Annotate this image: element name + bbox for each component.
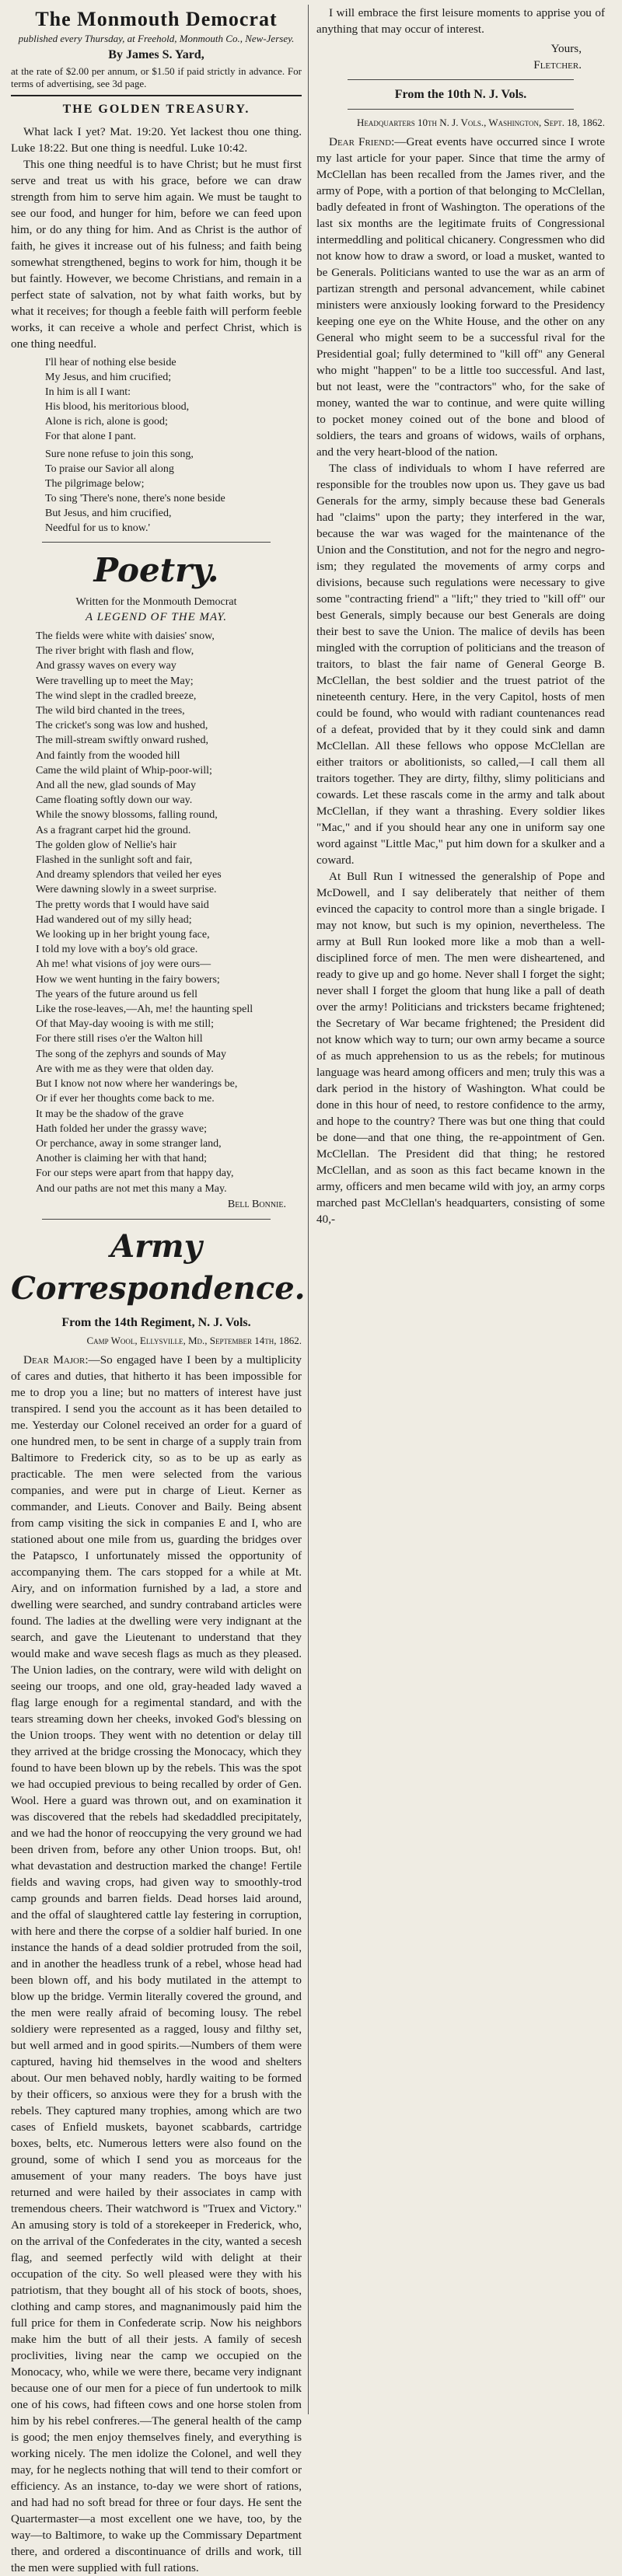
right-column	[308, 5, 610, 2414]
divider	[11, 95, 302, 96]
poem-line: And faintly from the wooded hill	[36, 749, 180, 762]
letter-salutation: Dear Major:	[23, 1353, 89, 1367]
verse-line: To praise our Savior all along	[45, 463, 174, 475]
poem-line: Or perchance, away in some stranger land,	[36, 1137, 222, 1150]
divider	[348, 109, 574, 110]
poem-line: While the snowy blossoms, falling round,	[36, 809, 218, 822]
poem-line: The fields were white with daisies' snow,	[36, 630, 215, 642]
masthead-title: The Monmouth Democrat	[35, 8, 278, 30]
poem-line: I told my love with a boy's old grace.	[36, 944, 198, 956]
poem-line: The pretty words that I would have said	[36, 899, 209, 911]
poem-line: We looking up in her bright young face,	[36, 929, 210, 941]
poem-line: The years of the future around us fell	[36, 988, 197, 1000]
letter-salutation: Dear Friend:	[329, 135, 395, 148]
poem-line: Were dawning slowly in a sweet surprise.	[36, 884, 217, 896]
poem-line: Came floating softly down our way.	[36, 794, 193, 807]
poem-line: The wind slept in the cradled breeze,	[36, 689, 197, 702]
army-correspondence-heading: Army Correspondence.	[11, 1227, 306, 1307]
article-paragraph: This one thing needful is to have Christ; but he must first serve and treat us with his grace, before we can draw strength from him to serve him again. We must be taught to see our food, and hunger for him, before we can feed upon him, or do any thing for him. And as Christ is the author of faith, he gives it increase out of his fulness; and faith being somewhat strengthened, begins to work for him, though it be but faintly. However, we become Christians, and remain in a perfect state of salvation, not by what faith works, but by what it receives; for though a feeble faith will perform feeble works, it can receive a whole and perfect Christ, which is one thing needful.	[11, 158, 302, 351]
letter-paragraph: The class of individuals to whom I have referred are responsible for the troubles now upon us. They gave us bad Generals for the army, simply because these bad Generals had "claims" upon the party; they interfered in the war, because the war was waged for the maintenance of the Union and the Constitution, and not for the negro and negro-ism; they regulated the movements of army corps and divisions, because such regulations were necessary to give some "contracting friend" a "lift;" they tried to "kill off" our best Generals, simply because our best Generals are doing their best to save the Union. The malice of devils has been mingled with the corruption of politicians and the treason of traitors, to blast the fair name of General George B. McClellan, the best soldier and the truest patriot of the nineteenth century. Here, in the very Capitol, hosts of men could be found, who would with radiant countenances read of a defeat, provided that by it they could sink and damn McClellan. All these fellows who oppose McClellan are either traitors or abolitionists, so called,—I call them all traitors together. They are dirty, filthy, slimy politicians and cowards. Let these rascals come in the army and talk about McClellan, if they want a thrashing. Every soldier likes "Mac," and if you should hear any one in uniform say one word against "Little Mac," put him down for a skulker and a coward.	[316, 462, 605, 867]
verse-line: For that alone I pant.	[45, 431, 137, 442]
verse-line: I'll hear of nothing else beside	[45, 357, 176, 368]
verse-line: Needful for us to know.'	[45, 522, 150, 534]
letter-signature: Fletcher.	[533, 58, 582, 72]
letter-body: Dear Friend:—Great events have occurred since I wrote my last article for your paper. Since that time the army of McClellan has been recalled from the James river, and the army of Pope, with a portion of that belonging to McClellan, badly defeated in front of Washington. The operations of the last six months are the legitimate fruits of Congressional intermeddling and political chicanery. Congressmen who did not know how to draw a sword, or load a musket, wanted to be Generals. Politicians wanted to use the war as an arm of partizan strength and personal advancement, while cabinet ministers were anxiously looking forward to the Presidency keeping one eye on the White House, and the other on any General who might seem to be a successful rival for the Presidential goal; fully determined to "kill off" any General who might "happen" to be a little too successful. And last, but not least, were the "contractors" who, for the sake of money, wanted the war to continue, and were quite willing to pocket money coined out of the bone and blood of soldiers, the tears and groans of widows, wails of orphans, and the very heart-blood of the nation.	[316, 135, 605, 459]
letter-paragraph: At Bull Run I witnessed the generalship of Pope and McDowell, and I say deliberately that neither of them evinced the capacity to control more than a single brigade. I may not know, but such is my opinion, nevertheless. The army at Bull Run looked more like a mob than a well-disciplined force of men. The men were disheartened, and ready to give up and go home. Never shall I forget the sight; never shall I forget the gloom that hung like a pall of death over the army! Politicians and tricksters became frightened; the Secretary of War became frightened; the President did not know which way to turn; our own army became a source of as much apprehension to us as the rebels; for mutinous language was heard among officers and men; truly this was a dark period in the history of Washington. What could be done in this hour of need, to restore confidence to the army, and hope to the country? There was but one thing that could be done—and that one thing, the re-appointment of Gen. McClellan. The President did that thing; he restored McClellan, and as soon as this fact became known in the army, officers and men became wild with joy, an army corps marched past McClellan's headquarters, consisting of some 40,-	[316, 870, 605, 1226]
poem-line: The wild bird chanted in the trees,	[36, 705, 185, 717]
letter-paragraph: Great events have occurred since I wrote my last article for your paper. Since that time the army of McClellan has been recalled from the James river, and the army of Pope, with a portion of that belonging to McClellan, badly defeated in front of Washington. The operations of the last six months are the legitimate fruits of Congressional intermeddling and political chicanery. Congressmen who did not know how to draw a sword, or load a musket, wanted to be Generals. Politicians wanted to use the war as an arm of partizan strength and personal advancement, while cabinet ministers were anxiously looking forward to the Presidency keeping one eye on the White House, and the other on any General who might seem to be a successful rival for the Presidential goal; fully determined to "kill off" any General who might "happen" to be a little too successful. And last, but not least, were the "contractors" who, for the sake of money, wanted the war to continue, and were quite willing to pocket money coined out of the bone and blood of soldiers, the tears and groans of widows, wails of orphans, and the very heart-blood of the nation.	[316, 135, 605, 459]
masthead-terms: at the rate of $2.00 per annum, or $1.50 if paid strictly in advance. For terms of advertising, see 3d page.	[11, 65, 302, 89]
divider	[348, 79, 574, 80]
letter-regiment-heading: From the 10th N. J. Vols.	[394, 88, 527, 101]
poem-line: Are with me as they were that olden day.	[36, 1063, 214, 1075]
poem-line: Another is claiming her with that hand;	[36, 1153, 208, 1165]
verse-line: The pilgrimage below;	[45, 478, 145, 490]
poem-line: The song of the zephyrs and sounds of May	[36, 1048, 226, 1060]
poem-line: The mill-stream swiftly onward rushed,	[36, 735, 209, 747]
poem-line: But I know not now where her wanderings be,	[36, 1078, 238, 1091]
poem-line: Came the wild plaint of Whip-poor-will;	[36, 764, 212, 777]
letter-paragraph: So engaged have I been by a multiplicity of cares and duties, that hitherto it has been impossible for me to drop you a line; but no matters of interest have just transpired. I send you the account as it has been detailed to me. Yesterday our Colonel received an order for a guard of one hundred men, to be sent in charge of a supply train from Baltimore to Frederick city, so as to be up as early as practicable. The men were selected from the various companies, and were put in charge of Lieut. Kerner as commander, and Lieuts. Conover and Baily. Being absent from camp visiting the sick in companies E and I, who are stationed about one mile from us, guarding the bridges over the Patapsco, I unfortunately missed the opportunity of accompanying them. The cars stopped for a while at Mt. Airy, and on information furnished by a lad, a store and dwelling were searched, and sundry contraband articles were found. The ladies at the dwelling were very indignant at the search, and gave the Lieutenant to understand that they would make and wave secesh flags as much as they pleased. The Union ladies, on the contrary, were wild with delight on seeing our troops, and one old, gray-headed lady waved a flag large enough for a regimental standard, and with the tears streaming down her cheeks, invoked God's blessing on the Union troops. They went with no detention or delay till they arrived at the bridge crossing the Monocacy, which they found to have been blown up by the rebels. This was the spot we had occupied previous to being recalled by order of Gen. Wool. Here a guard was thrown out, and on examination it was discovered that the rebels had skedaddled precipitately, and we had the honor of reoccupying the very ground we had been driven from, before any other Union troops. But, oh! what devastation and destruction marked the change! Fertile fields and waving crops, had given way to smoothly-trod camp grounds and barren fields. Dead horses laid around, and the offal of slaughtered cattle lay festering in corruption, with here and there the corpse of a soldier half buried. In one instance the hands of a dead soldier protruded from the soil, and in another the headless trunk of a rebel, whose head had been blown off, and his body mutilated in the attempt to blow up the bridge. Vermin literally covered the ground, and the men were really afraid of becoming lousy. The rebel soldiery were represented as a ragged, lousy and filthy set, but well armed and in good spirits.—Numbers of them were captured, having hid themselves in the wood and shelters about. Our men behaved nobly, hardly waiting to be formed by their officers, so anxious were they for a brush with the rebels. They captured many trophies, among which are two cases of Enfield muskets, bayonet scabbards, cartridge boxes, belts, etc. Numerous letters were also found on the ground, some of which I send you as morceaus for the amusement of your many readers. The boys have just returned and were hailed by their associates in camp with tremendous cheers. Their watchword is "Truex and Victory." An amusing story is told of a storekeeper in Frederick, who, on the arrival of the Confederates in the city, wanted a secesh flag, and seemed perfectly wild with delight at their occupation of the city. So well pleased were they with his patriotism, that they bought all of his stock of boots, shoes, clothing and camp stores, and magnanimously paid him the full price for them in Confederate scrip. Now his neighbors make him the butt of all their jests. A family of secesh proclivities, living near the camp we occupied on the Monocacy, who, while we were there, became very indignant because one of our men for a piece of fun undertook to milk one of his cows, had fifteen cows and one horse stolen from him by his rebel confreres.—The general health of the camp is good; the men enjoy themselves finely, and everything is working nicely. The men idolize the Colonel, and well they may, for he neglects nothing that will tend to their comfort or efficiency. As an instance, to-day we were short of rations, and had had no soft bread for three or four days. He sent the Quartermaster—a most excellent one we have, too, by the way—to Baltimore, to wake up the Commissary Department there, and ordered a discontinuance of drills and work, till the men were supplied with full rations.	[11, 1353, 302, 2574]
poem-line: The golden glow of Nellie's hair	[36, 839, 176, 851]
verse-line: To sing 'There's none, there's none beside	[45, 493, 225, 504]
verse-line: But Jesus, and him crucified,	[45, 508, 172, 519]
poem-line: Or if ever her thoughts come back to me.	[36, 1093, 215, 1105]
poem-line: And our paths are not met this many a May.	[36, 1182, 227, 1195]
letter-closing: Yours,	[550, 42, 582, 55]
poem-line: For our steps were apart from that happy day,	[36, 1168, 234, 1180]
divider	[42, 542, 271, 543]
masthead-subtitle: published every Thursday, at Freehold, Monmouth Co., New-Jersey.	[18, 33, 295, 44]
left-column	[6, 5, 308, 2574]
poem-line: It may be the shadow of the grave	[36, 1108, 184, 1120]
poem-line: Like the rose-leaves,—Ah, me! the haunting spell	[36, 1004, 253, 1016]
verse-line: In him is all I want:	[45, 386, 131, 398]
letter-regiment-heading: From the 14th Regiment, N. J. Vols.	[61, 1315, 251, 1329]
letter-dateline: Headquarters 10th N. J. Vols., Washington, Sept. 18, 1862.	[356, 117, 605, 128]
verse-line: Alone is rich, alone is good;	[45, 416, 168, 428]
poem-line: And dreamy splendors that veiled her eyes	[36, 869, 222, 881]
poem-line: Flashed in the sunlight soft and fair,	[36, 854, 193, 867]
poem-line: And grassy waves on every way	[36, 660, 176, 672]
letter-paragraph: I will embrace the first leisure moments to apprise you of anything that may occur of interest.	[316, 6, 605, 36]
letter-dateline: Camp Wool, Ellysville, Md., September 14th, 1862.	[86, 1334, 302, 1346]
golden-treasury-heading: THE GOLDEN TREASURY.	[62, 103, 250, 116]
poem-line: As a fragrant carpet hid the ground.	[36, 824, 191, 836]
poem-line: The cricket's song was low and hushed,	[36, 720, 208, 732]
poem-line: For there still rises o'er the Walton hill	[36, 1033, 203, 1045]
poem-line: The river bright with flash and flow,	[36, 645, 194, 658]
poem-line: Ah me! what visions of joy were ours—	[36, 958, 211, 971]
poem-signature: Bell Bonnie.	[227, 1198, 286, 1210]
poem-line: Had wandered out of my silly head;	[36, 913, 192, 926]
article-paragraph: What lack I yet? Mat. 19:20. Yet lackest thou one thing. Luke 18:22. But one thing is needful. Luke 10:42.	[11, 125, 302, 155]
poem-line: Of that May-day wooing is with me still;	[36, 1018, 215, 1031]
poem-line: Hath folded her under the grassy wave;	[36, 1122, 208, 1135]
poem-title: A LEGEND OF THE MAY.	[85, 611, 228, 623]
poem-body	[36, 629, 302, 1196]
hymn-verse	[45, 447, 302, 536]
poem-line: How we went hunting in the fairy bowers;	[36, 973, 220, 986]
verse-line: My Jesus, and him crucified;	[45, 372, 172, 383]
divider	[42, 1219, 271, 1220]
poetry-heading: Poetry.	[93, 551, 219, 589]
verse-line: Sure none refuse to join this song,	[45, 449, 194, 460]
hymn-verse	[45, 355, 302, 444]
poem-line: And all the new, glad sounds of May	[36, 780, 196, 792]
masthead-byline: By James S. Yard,	[108, 48, 204, 61]
poem-intro: Written for the Monmouth Democrat	[75, 596, 237, 608]
poem-line: Were travelling up to meet the May;	[36, 675, 194, 687]
letter-body: Dear Major:—So engaged have I been by a multiplicity of cares and duties, that hitherto it has been impossible for me to drop you a line; but no matters of interest have just transpired. I send you the account as it has been detailed to me. Yesterday our Colonel received an order for a guard of one hundred men, to be sent in charge of a supply train from Baltimore to Frederick city, so as to be up as early as practicable. The men were selected from the various companies, and were put in charge of Lieut. Kerner as commander, and Lieuts. Conover and Baily. Being absent from camp visiting the sick in companies E and I, who are stationed about one mile from us, guarding the bridges over the Patapsco, I unfortunately missed the opportunity of accompanying them. The cars stopped for a while at Mt. Airy, and on information furnished by a lad, a store and dwelling were searched, and sundry contraband articles were found. The ladies at the dwelling were very indignant at the search, and gave the Lieutenant to understand that they would make and wave secesh flags as much as they pleased. The Union ladies, on the contrary, were wild with delight on seeing our troops, and one old, gray-headed lady waved a flag large enough for a regimental standard, and with the tears streaming down her cheeks, invoked God's blessing on the Union troops. They went with no detention or delay till they arrived at the bridge crossing the Monocacy, which they found to have been blown up by the rebels. This was the spot we had occupied previous to being recalled by order of Gen. Wool. Here a guard was thrown out, and on examination it was discovered that the rebels had skedaddled precipitately, and we had the honor of reoccupying the very ground we had been driven from, before any other Union troops. But, oh! what devastation and destruction marked the change! Fertile fields and waving crops, had given way to smoothly-trod camp grounds and barren fields. Dead horses laid around, and the offal of slaughtered cattle lay festering in corruption, with here and there the corpse of a soldier half buried. In one instance the hands of a dead soldier protruded from the soil, and in another the headless trunk of a rebel, whose head had been blown off, and his body mutilated in the attempt to blow up the bridge. Vermin literally covered the ground, and the men were really afraid of becoming lousy. The rebel soldiery were represented as a ragged, lousy and filthy set, but well armed and in good spirits.—Numbers of them were captured, having hid themselves in the wood and shelters about. Our men behaved nobly, hardly waiting to be formed by their officers, so anxious were they for a brush with the rebels. They captured many trophies, among which are two cases of Enfield muskets, bayonet scabbards, cartridge boxes, belts, etc. Numerous letters were also found on the ground, some of which I send you as morceaus for the amusement of your many readers. The boys have just returned and were hailed by their associates in camp with tremendous cheers. Their watchword is "Truex and Victory." An amusing story is told of a storekeeper in Frederick, who, on the arrival of the Confederates in the city, wanted a secesh flag, and seemed perfectly wild with delight at their occupation of the city. So well pleased were they with his patriotism, that they bought all of his stock of boots, shoes, clothing and camp stores, and magnanimously paid him the full price for them in Confederate scrip. Now his neighbors make him the butt of all their jests. A family of secesh proclivities, living near the camp we occupied on the Monocacy, who, while we were there, became very indignant because one of our men for a piece of fun undertook to milk one of his cows, had fifteen cows and one horse stolen from him by his rebel confreres.—The general health of the camp is good; the men enjoy themselves finely, and everything is working nicely. The men idolize the Colonel, and well they may, for he neglects nothing that will tend to their comfort or efficiency. As an instance, to-day we were short of rations, and had had no soft bread for three or four days. He sent the Quartermaster—a most excellent one we have, too, by the way—to Baltimore, to wake up the Commissary Department there, and ordered a discontinuance of drills and work, till the men were supplied with full rations.	[11, 1353, 302, 2574]
verse-line: His blood, his meritorious blood,	[45, 401, 190, 413]
